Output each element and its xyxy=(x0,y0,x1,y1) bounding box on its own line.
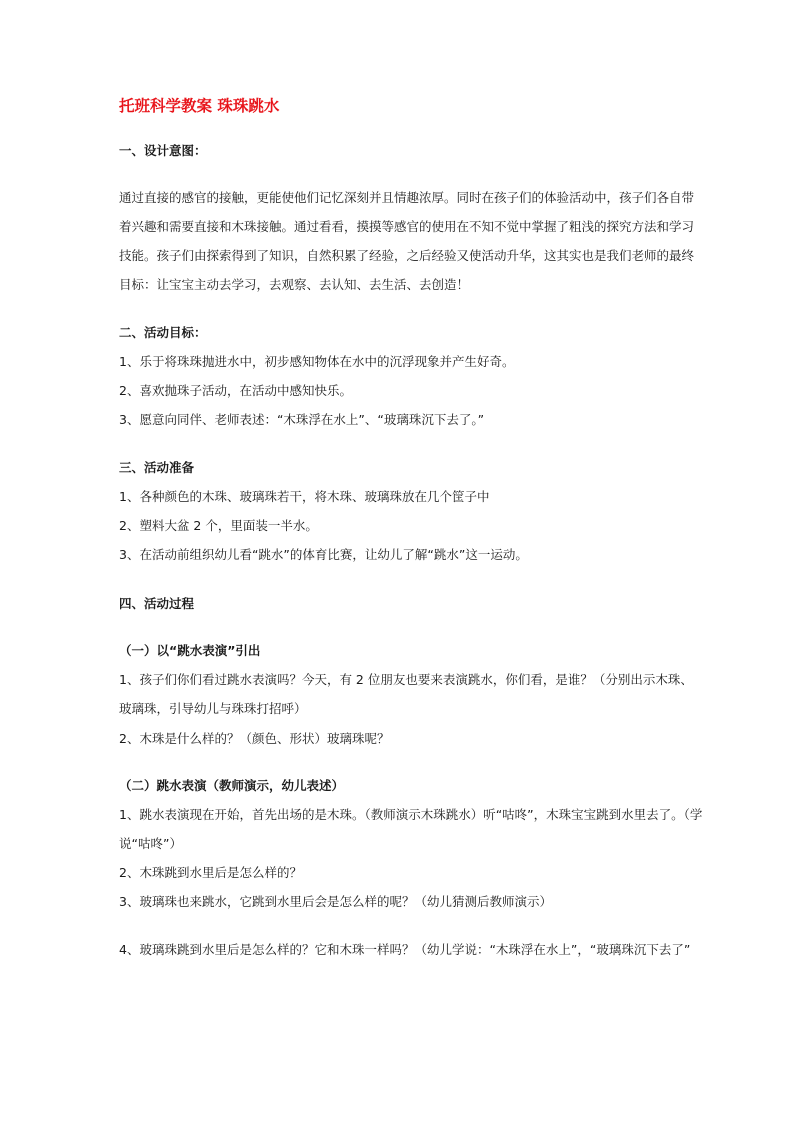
list-item: 1、乐于将珠珠抛进水中，初步感知物体在水中的沉浮现象并产生好奇。 xyxy=(119,354,515,369)
list-item: 3、愿意向同伴、老师表述：“木珠浮在水上”、“玻璃珠沉下去了。” xyxy=(119,412,485,427)
section-heading-process: 四、活动过程 xyxy=(119,596,195,611)
paragraph-line: 着兴趣和需要直接和木珠接触。通过看看，摸摸等感官的使用在不知不觉中掌握了粗浅的探究方法和学习 xyxy=(119,219,695,234)
list-item: 1、跳水表演现在开始，首先出场的是木珠。（教师演示木珠跳水）听“咕咚”，木珠宝宝跳到水里去了。（学 xyxy=(119,807,703,822)
list-item: 2、塑料大盆 2 个，里面装一半水。 xyxy=(119,518,318,533)
page-title: 托班科学教案 珠珠跳水 xyxy=(119,97,280,115)
list-item: 玻璃珠，引导幼儿与珠珠打招呼） xyxy=(119,701,307,716)
list-item: 说“咕咚”） xyxy=(119,836,182,851)
list-item: 3、玻璃珠也来跳水，它跳到水里后会是怎么样的呢？（幼儿猜测后教师演示） xyxy=(119,894,552,909)
section-heading-prep: 三、活动准备 xyxy=(119,460,195,475)
section-heading-design: 一、设计意图： xyxy=(119,143,207,158)
paragraph-line: 通过直接的感官的接触，更能使他们记忆深刻并且情趣浓厚。同时在孩子们的体验活动中，孩子们各自带 xyxy=(119,190,695,205)
paragraph-line: 技能。孩子们由探索得到了知识，自然积累了经验，之后经验又使活动升华，这其实也是我们老师的最终 xyxy=(119,248,695,263)
list-item: 4、玻璃珠跳到水里后是怎么样的？它和木珠一样吗？（幼儿学说：“木珠浮在水上”，“玻璃珠沉下去了” xyxy=(119,942,691,957)
section-heading-goals: 二、活动目标： xyxy=(119,325,207,340)
subsection-heading: （二）跳水表演（教师演示，幼儿表述） xyxy=(119,778,345,793)
paragraph-line: 目标：让宝宝主动去学习，去观察、去认知、去生活、去创造！ xyxy=(119,277,470,292)
list-item: 1、孩子们你们看过跳水表演吗？今天，有 2 位朋友也要来表演跳水，你们看，是谁？（分别出示木珠、 xyxy=(119,672,693,687)
list-item: 2、喜欢抛珠子活动，在活动中感知快乐。 xyxy=(119,383,352,398)
list-item: 1、各种颜色的木珠、玻璃珠若干，将木珠、玻璃珠放在几个筐子中 xyxy=(119,489,490,504)
list-item: 2、木珠是什么样的？（颜色、形状）玻璃珠呢？ xyxy=(119,731,390,746)
subsection-heading: （一）以“跳水表演”引出 xyxy=(119,643,261,658)
list-item: 2、木珠跳到水里后是怎么样的？ xyxy=(119,865,302,880)
list-item: 3、在活动前组织幼儿看“跳水”的体育比赛，让幼儿了解“跳水”这一运动。 xyxy=(119,547,528,562)
